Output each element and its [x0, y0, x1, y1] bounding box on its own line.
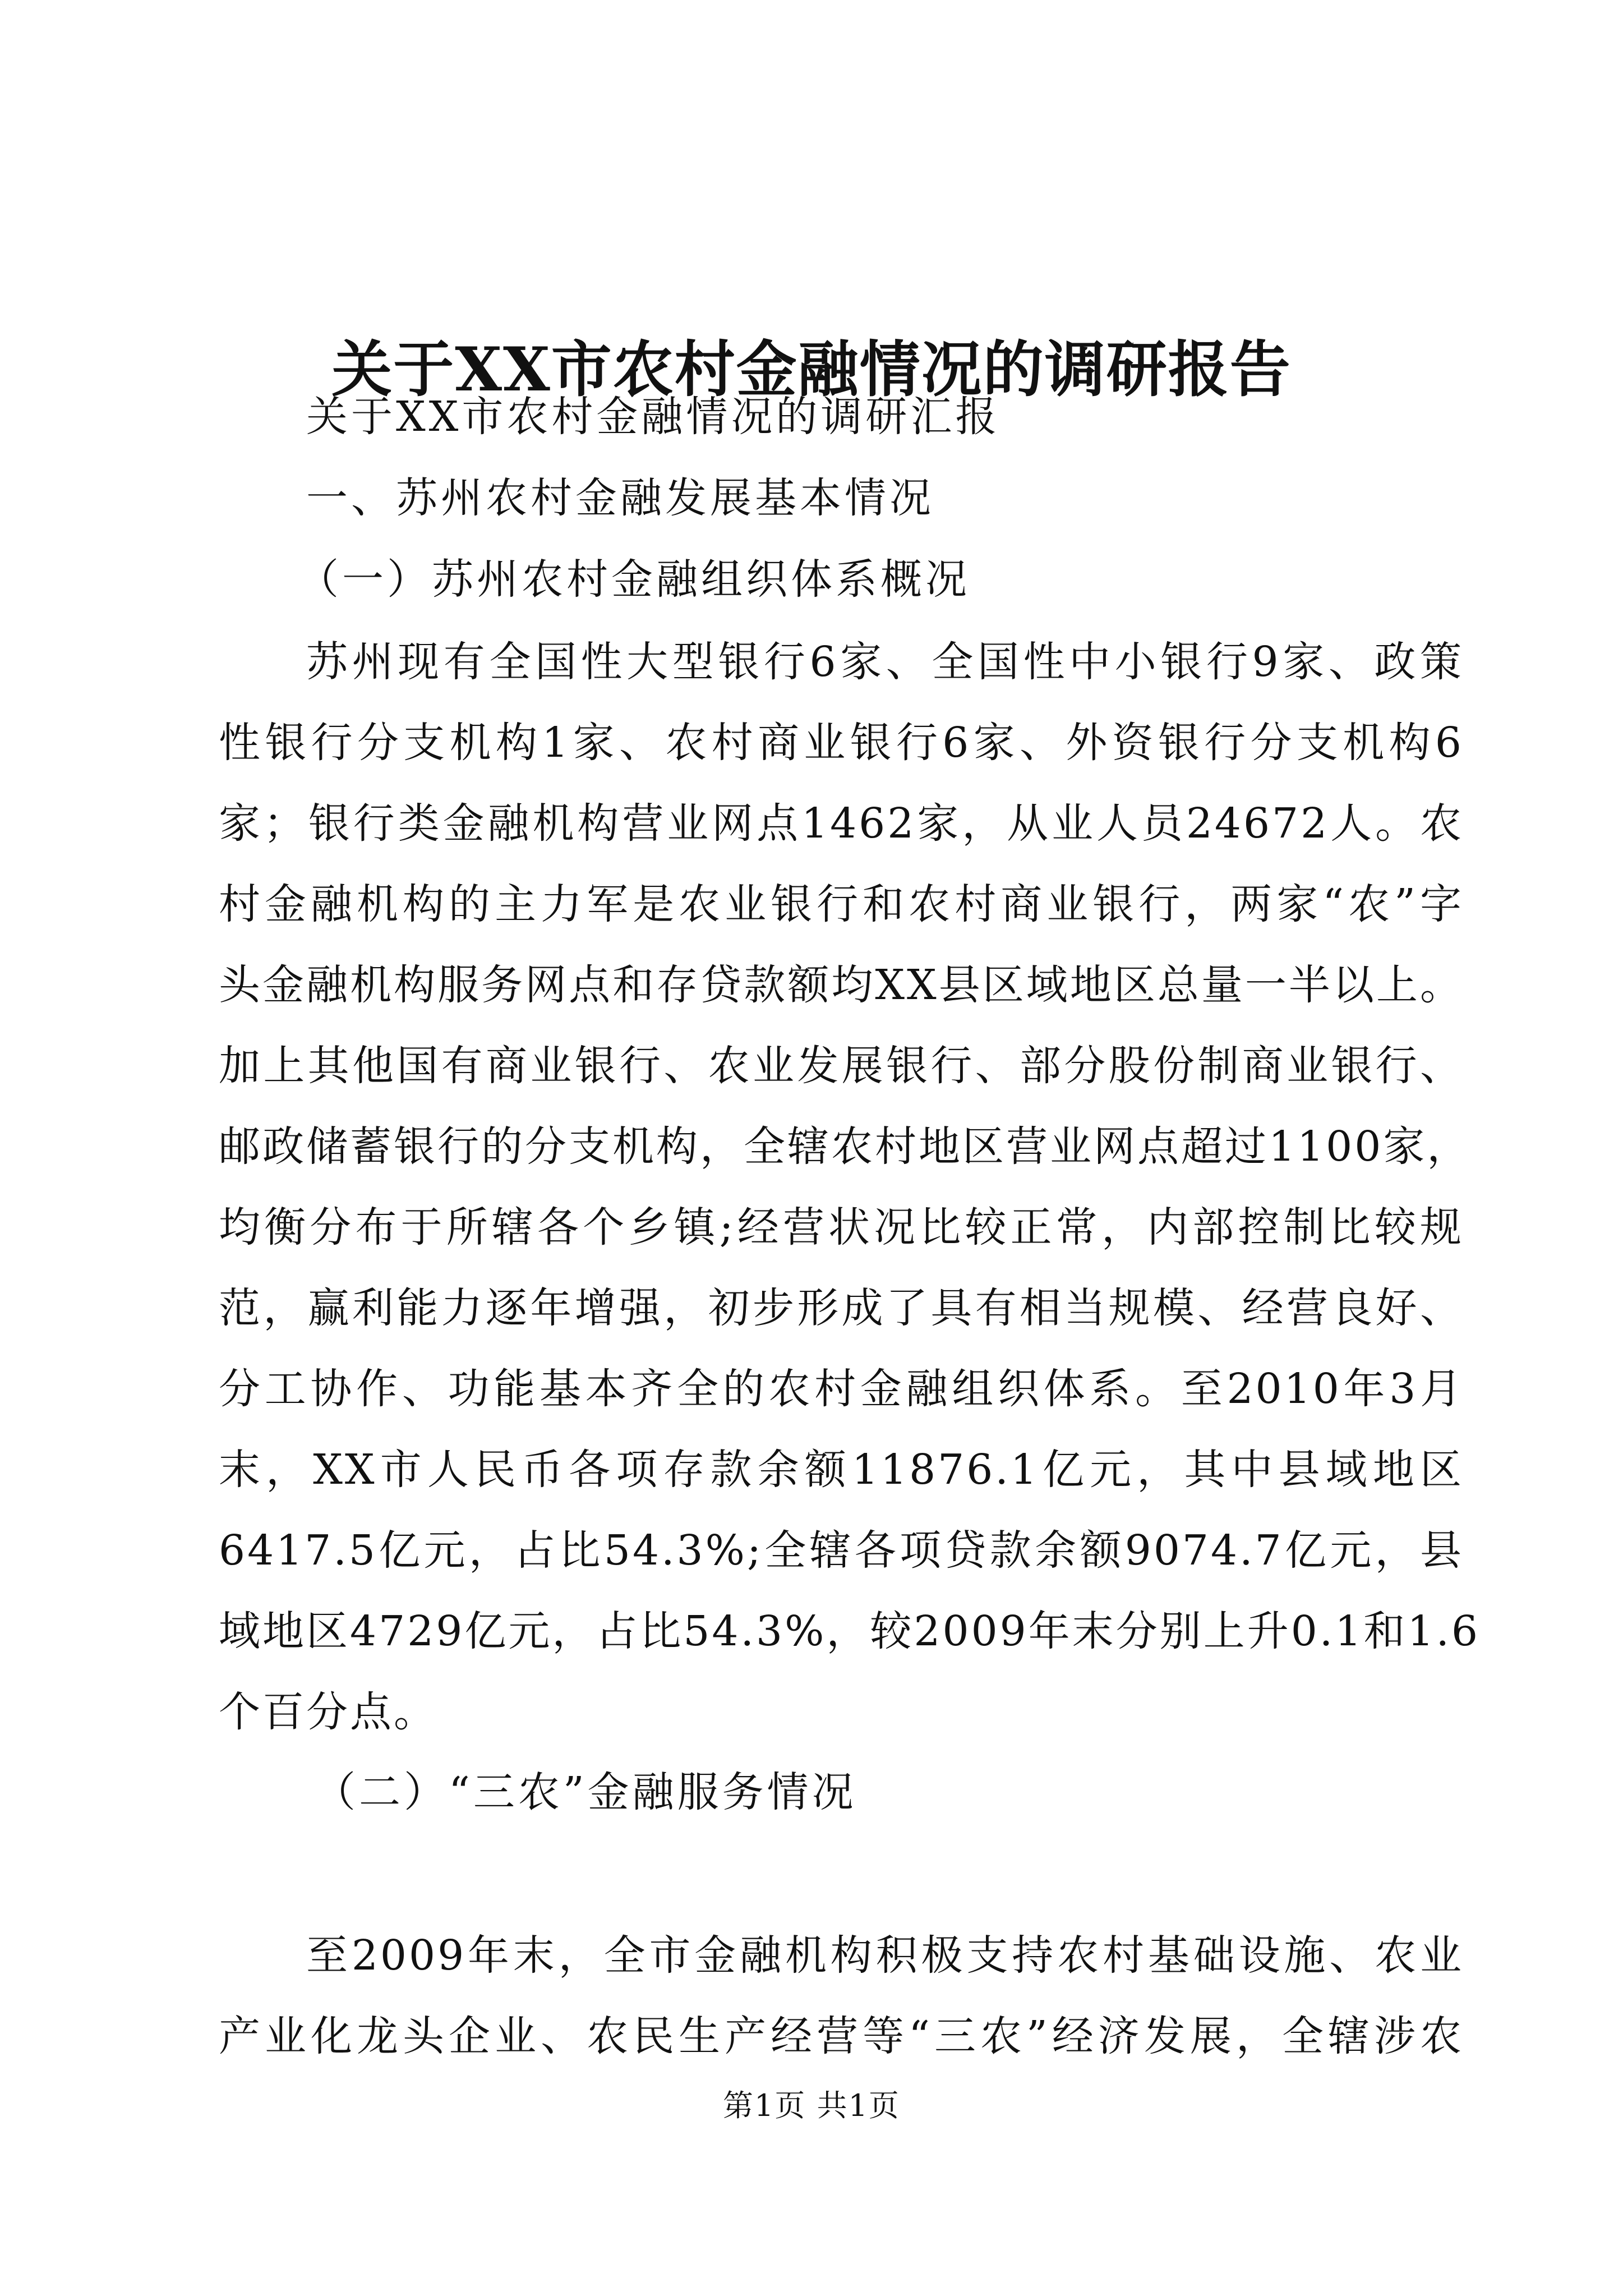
paragraph-line: 末，XX市人民币各项存款余额11876.1亿元，其中县域地区 [219, 1446, 1464, 1494]
paragraph-line: 至2009年末，全市金融机构积极支持农村基础设施、农业 [306, 1931, 1464, 1980]
paragraph-line: 家；银行类金融机构营业网点1462家，从业人员24672人。农 [219, 799, 1464, 848]
document-title: 关于XX市农村金融情况的调研报告 [331, 334, 1292, 406]
paragraph-line: 6417.5亿元，占比54.3%;全辖各项贷款余额9074.7亿元，县 [219, 1526, 1464, 1575]
paragraph-line: 邮政储蓄银行的分支机构，全辖农村地区营业网点超过1100家， [219, 1122, 1471, 1171]
paragraph-sannong-services [219, 1915, 1464, 2077]
paragraph-line: 头金融机构服务网点和存贷款额均XX县区域地区总量一半以上。 [219, 961, 1464, 1009]
page-number-footer: 第1页 共1页 [723, 2088, 900, 2123]
paragraph-line: 产业化龙头企业、农民生产经营等“三农”经济发展，全辖涉农 [219, 2012, 1464, 2060]
paragraph-line: 范，赢利能力逐年增强，初步形成了具有相当规模、经营良好、 [219, 1284, 1464, 1332]
paragraph-line: 域地区4729亿元，占比54.3%，较2009年末分别上升0.1和1.6 [219, 1607, 1481, 1655]
document-subtitle: 关于XX市农村金融情况的调研汇报 [306, 393, 1000, 441]
subsection-heading: （二）“三农”金融服务情况 [314, 1768, 857, 1816]
paragraph-organization-overview [219, 622, 1481, 1752]
subsection-heading: （一）苏州农村金融组织体系概况 [297, 555, 970, 604]
paragraph-line: 均衡分布于所辖各个乡镇;经营状况比较正常，内部控制比较规 [219, 1203, 1464, 1251]
paragraph-line: 苏州现有全国性大型银行6家、全国性中小银行9家、政策 [306, 638, 1464, 686]
paragraph-line: 分工协作、功能基本齐全的农村金融组织体系。至2010年3月 [219, 1365, 1464, 1413]
paragraph-line: 村金融机构的主力军是农业银行和农村商业银行，两家“农”字 [219, 880, 1464, 928]
paragraph-line: 加上其他国有商业银行、农业发展银行、部分股份制商业银行、 [219, 1042, 1464, 1090]
section-heading: 一、苏州农村金融发展基本情况 [306, 474, 934, 522]
paragraph-line: 个百分点。 [219, 1688, 437, 1736]
paragraph-line: 性银行分支机构1家、农村商业银行6家、外资银行分支机构6 [219, 719, 1464, 767]
